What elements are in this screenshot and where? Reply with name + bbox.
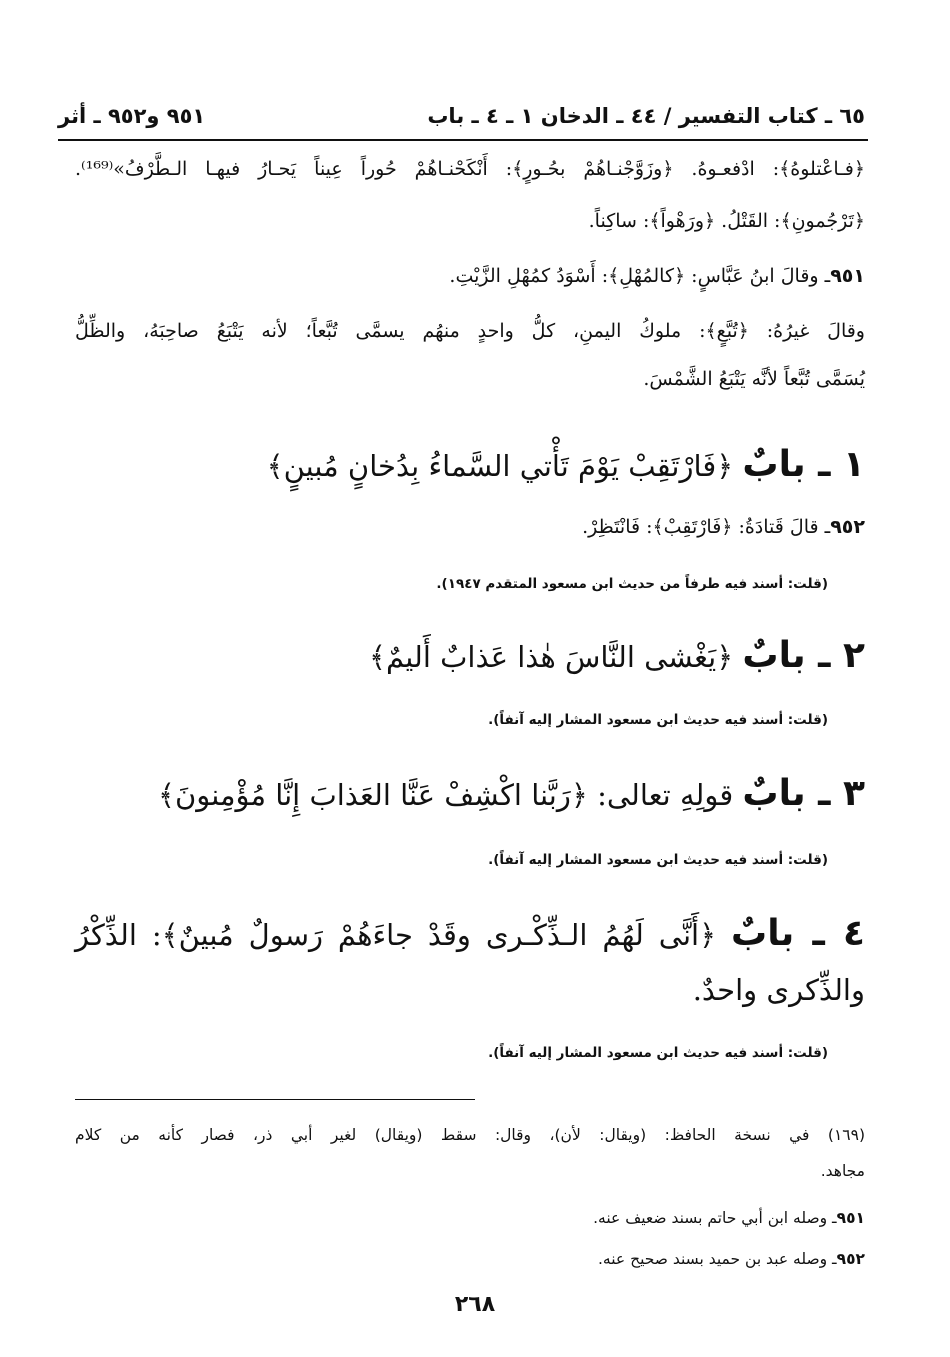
header-chapter-title: ٦٥ ـ كتاب التفسير / ٤٤ ـ الدخان ١ ـ ٤ ـ باب bbox=[427, 104, 865, 128]
page-number: ٢٦٨ bbox=[454, 1292, 496, 1317]
chapter-heading-3 bbox=[158, 772, 865, 815]
header-athar-range: ٩٥١ و٩٥٢ ـ أثر bbox=[58, 104, 206, 128]
chapter-number: ١ ـ بابٌ bbox=[742, 444, 865, 485]
text-line-2: ﴿تَرْجُمونِ﴾: القَتْلُ. ﴿ورَهْواً﴾: ساكِناً. bbox=[588, 210, 865, 232]
athar-951 bbox=[449, 265, 865, 288]
footnote-text: ـ وصله عبد بن حميد بسند صحيح عنه. bbox=[597, 1250, 837, 1268]
text-line-5: يُسَمَّى تُبَّعاً لأنَّه يَتْبَعُ الشَّمْسَ. bbox=[643, 368, 865, 390]
footnote-divider bbox=[75, 1099, 475, 1100]
editor-note-2: (قلت: أسند فيه حديث ابن مسعود المشار إليه آنفاً). bbox=[488, 712, 828, 728]
athar-number: ٩٥٢ bbox=[830, 516, 865, 538]
athar-number: ٩٥١ bbox=[836, 1209, 865, 1227]
chapter-heading-1 bbox=[267, 443, 865, 486]
athar-number: ٩٥١ bbox=[830, 265, 865, 287]
page-header bbox=[58, 88, 865, 128]
footnote-athar-951 bbox=[593, 1209, 865, 1227]
chapter-heading-2 bbox=[369, 634, 865, 677]
chapter-verse: ﴿فَارْتَقِبْ يَوْمَ تَأْتي السَّماءُ بِدُخانٍ مُبينٍ﴾ bbox=[266, 449, 734, 483]
footnote-169: (١٦٩) في نسخة الحافظ: (ويقال: لأن)، وقال: سقط (ويقال) لغير أبي ذر، فصار كأنه من كلام bbox=[75, 1126, 865, 1144]
athar-text: ـ وقالَ ابنُ عَبَّاسٍ: ﴿كالمُهْلِ﴾: أَسْوَدُ كمُهْلِ الزَّيْتِ. bbox=[449, 265, 831, 287]
editor-note-3: (قلت: أسند فيه حديث ابن مسعود المشار إليه آنفاً). bbox=[488, 852, 828, 868]
athar-number: ٩٥٢ bbox=[836, 1250, 865, 1268]
header-divider bbox=[58, 139, 868, 141]
text-line-1: ﴿فـاعْتلوهُ﴾: ادْفعـوهُ. ﴿وزَوَّجْنـاهُمْ بحُـورٍ﴾: أَنْكَحْنـاهُمْ حُوراً عِيناً يَحـارُ فيهـا الـطَّرْفُ»⁽¹⁶⁹⁾. bbox=[75, 158, 865, 180]
athar-952 bbox=[582, 516, 865, 539]
chapter-title: قولِهِ تعالى: ﴿رَبَّنا اكْشِفْ عَنَّا العَذابَ إِنَّا مُؤْمِنونَ﴾ bbox=[157, 778, 734, 812]
editor-note-4: (قلت: أسند فيه حديث ابن مسعود المشار إليه آنفاً). bbox=[488, 1045, 828, 1061]
chapter-number: ٤ ـ بابٌ bbox=[731, 913, 865, 954]
editor-note-1: (قلت: أسند فيه طرفاً من حديث ابن مسعود المتقدم ١٩٤٧). bbox=[436, 576, 828, 592]
footnote-169-continued: مجاهد. bbox=[820, 1162, 865, 1180]
chapter-heading-4-continued: والذِّكرى واحدٌ. bbox=[692, 973, 865, 1007]
chapter-number: ٢ ـ بابٌ bbox=[742, 635, 865, 676]
chapter-number: ٣ ـ بابٌ bbox=[742, 773, 865, 814]
footnote-athar-952 bbox=[598, 1250, 865, 1268]
chapter-heading-4 bbox=[75, 912, 865, 955]
chapter-verse: ﴿يَغْشى النَّاسَ هٰذا عَذابٌ أَليمٌ﴾ bbox=[368, 640, 734, 674]
athar-text: ـ قالَ قَتادَةُ: ﴿فَارْتَقِبْ﴾: فَانْتَظِرْ. bbox=[582, 516, 831, 538]
footnote-text: ـ وصله ابن أبي حاتم بسند ضعيف عنه. bbox=[593, 1209, 837, 1227]
text-line-4: وقالَ غيرُهُ: ﴿تُبَّعٍ﴾: ملوكُ اليمنِ، كلُّ واحدٍ منهُم يسمَّى تُبَّعاً؛ لأنه يَتْبَعُ صاحِبَهُ، والظِّلُّ bbox=[75, 320, 865, 342]
chapter-verse: ﴿أَنَّى لَهُمُ الـذِّكْـرى وقَدْ جاءَهُمْ رَسولٌ مُبينٌ﴾: الذِّكْرُ bbox=[75, 918, 717, 952]
